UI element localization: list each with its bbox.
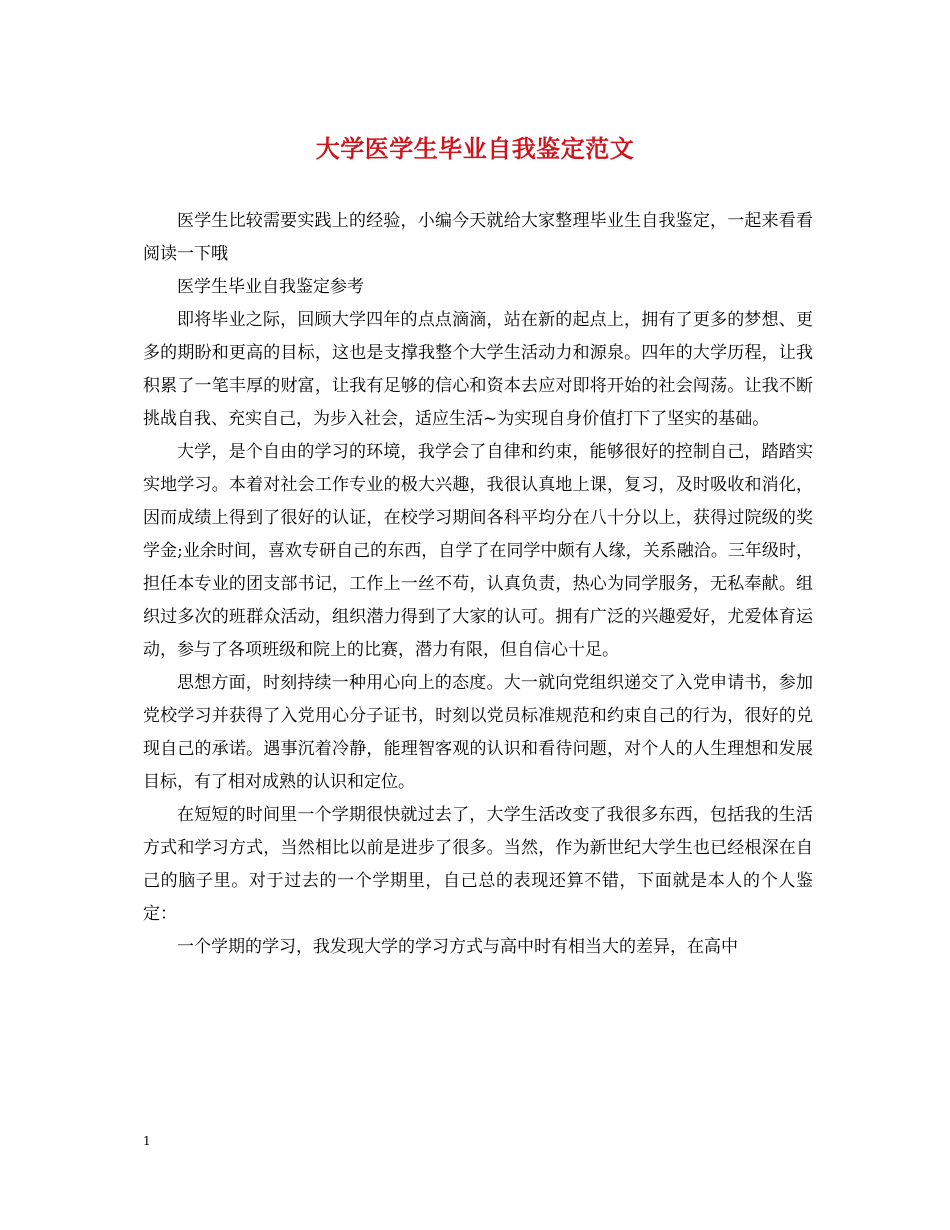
paragraph-subheading: 医学生毕业自我鉴定参考 bbox=[177, 277, 364, 297]
paragraph: 大学，是个自由的学习的环境，我学会了自律和约束，能够很好的控制自己，踏踏实实地学习。本着对社会工作专业的极大兴趣，我很认真地上课，复习，及时吸收和消化，因而成绩上得到了很好的认证，在校学习期间各科平均分在八十分以上，获得过院级的奖学金;业余时间，喜欢专研自己的东西，自学了在同学中颇有人缘，关系融洽。三年级时，担任本专业的团支部书记，工作上一丝不苟，认真负责，热心为同学服务，无私奉献。组织过多次的班群众活动，组织潜力得到了大家的认可。拥有广泛的兴趣爱好，尤爱体育运动，参与了各项班级和院上的比赛，潜力有限，但自信心十足。 bbox=[143, 442, 813, 660]
page-number: 1 bbox=[143, 1134, 151, 1148]
paragraph: 即将毕业之际，回顾大学四年的点点滴滴，站在新的起点上，拥有了更多的梦想、更多的期盼和更高的目标，这也是支撑我整个大学生活动力和源泉。四年的大学历程，让我积累了一笔丰厚的财富，让我有足够的信心和资本去应对即将开始的社会闯荡。让我不断挑战自我、充实自己，为步入社会，适应生活~为实现自身价值打下了坚实的基础。 bbox=[143, 310, 813, 429]
document-title: 大学医学生毕业自我鉴定范文 bbox=[315, 134, 635, 163]
paragraph: 在短短的时间里一个学期很快就过去了，大学生活改变了我很多东西，包括我的生活方式和学习方式，当然相比以前是进步了很多。当然，作为新世纪大学生也已经根深在自己的脑子里。对于过去的一个学期里，自己总的表现还算不错，下面就是本人的个人鉴定： bbox=[143, 805, 813, 924]
paragraph: 一个学期的学习，我发现大学的学习方式与高中时有相当大的差异，在高中 bbox=[177, 937, 738, 957]
document-body bbox=[143, 205, 813, 964]
paragraph-intro: 医学生比较需要实践上的经验，小编今天就给大家整理毕业生自我鉴定，一起来看看阅读一下哦 bbox=[143, 211, 813, 264]
paragraph: 思想方面，时刻持续一种用心向上的态度。大一就向党组织递交了入党申请书，参加党校学习并获得了入党用心分子证书，时刻以党员标准规范和约束自己的行为，很好的兑现自己的承诺。遇事沉着冷静，能理智客观的认识和看待问题，对个人的人生理想和发展目标，有了相对成熟的认识和定位。 bbox=[143, 673, 813, 792]
